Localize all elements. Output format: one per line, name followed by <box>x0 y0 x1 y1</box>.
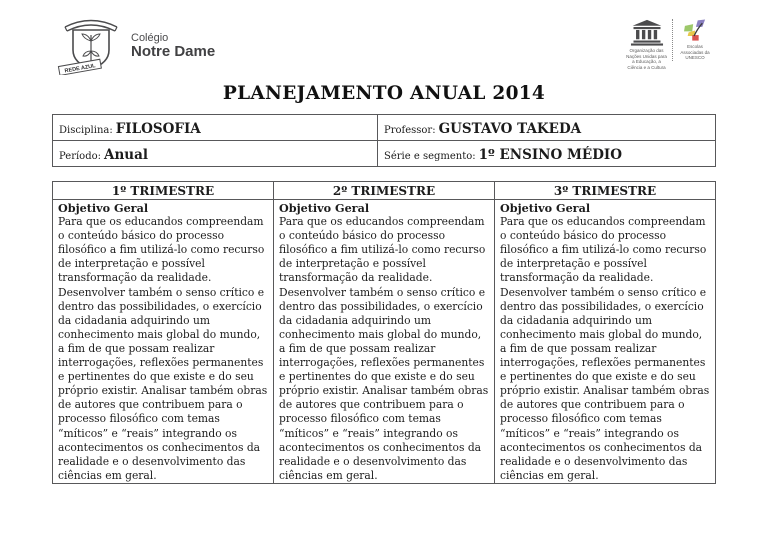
info-table <box>52 114 716 167</box>
colegio-label: Colégio <box>131 32 169 44</box>
periodo-cell <box>53 141 378 167</box>
unesco-schools-caption: Escolas Associadas da UNESCO <box>680 44 710 61</box>
professor-cell <box>378 115 716 141</box>
trimester-3-cell <box>495 200 716 484</box>
unesco-schools-logo <box>672 19 712 61</box>
planning-table <box>52 181 716 484</box>
serie-value: 1º ENSINO MÉDIO <box>478 147 622 163</box>
notre-dame-label: Notre Dame <box>131 43 216 60</box>
disciplina-label: Disciplina: <box>59 125 113 136</box>
unesco-logo <box>626 19 672 71</box>
professor-label: Professor: <box>384 125 436 136</box>
unesco-schools-icon <box>684 19 706 42</box>
notre-dame-crest-icon <box>55 11 127 75</box>
notre-dame-wordmark <box>131 32 215 60</box>
periodo-value: Anual <box>104 147 148 163</box>
trimester-2-header: 2º TRIMESTRE <box>274 182 495 200</box>
info-row-2 <box>53 141 716 167</box>
page-title: PLANEJAMENTO ANUAL 2014 <box>222 83 546 104</box>
trimester-1-cell <box>53 200 274 484</box>
serie-cell <box>378 141 716 167</box>
objetivo-geral-text-1: Para que os educandos compreendam o conteúdo básico do processo filosófico a fim utilizá-lo como recurso de interpretação e possível transformação da realidade. Desenvolver também o senso crítico e dentro das possibilidades, o exercício da cidadania adquirindo um conhecimento mais global do mundo, a fim de que possam realizar interrogações, reflexões permanentes e pertinentes do que existe e do seu próprio existir. Analisar também obras de autores que contribuem para o processo filosófico com temas “míticos” e “reais” integrando os acontecimentos os conhecimentos da realidade e o desenvolvimento das ciências em geral. <box>58 215 268 482</box>
disciplina-cell <box>53 115 378 141</box>
trimester-header-row <box>53 182 716 200</box>
objetivo-geral-title-1: Objetivo Geral <box>58 201 149 215</box>
trimester-2-cell <box>274 200 495 484</box>
objetivo-geral-title-3: Objetivo Geral <box>500 201 591 215</box>
trimester-1-header: 1º TRIMESTRE <box>53 182 274 200</box>
trimester-body-row <box>53 200 716 484</box>
info-row-1 <box>53 115 716 141</box>
trimester-3-header: 3º TRIMESTRE <box>495 182 716 200</box>
unesco-caption: Organização das Nações Unidas para a Educação, a Ciência e a Cultura <box>626 48 667 70</box>
objetivo-geral-text-3: Para que os educandos compreendam o conteúdo básico do processo filosófico a fim utilizá-lo como recurso de interpretação e possível transformação da realidade. Desenvolver também o senso crítico e dentro das possibilidades, o exercício da cidadania adquirindo um conhecimento mais global do mundo, a fim de que possam realizar interrogações, reflexões permanentes e pertinentes do que existe e do seu próprio existir. Analisar também obras de autores que contribuem para o processo filosófico com temas “míticos” e “reais” integrando os acontecimentos os conhecimentos da realidade e o desenvolvimento das ciências em geral. <box>500 215 710 482</box>
periodo-label: Período: <box>59 151 101 162</box>
objetivo-geral-title-2: Objetivo Geral <box>279 201 370 215</box>
notre-dame-logo <box>55 11 215 75</box>
objetivo-geral-text-2: Para que os educandos compreendam o conteúdo básico do processo filosófico a fim utilizá-lo como recurso de interpretação e possível transformação da realidade. Desenvolver também o senso crítico e dentro das possibilidades, o exercício da cidadania adquirindo um conhecimento mais global do mundo, a fim de que possam realizar interrogações, reflexões permanentes e pertinentes do que existe e do seu próprio existir. Analisar também obras de autores que contribuem para o processo filosófico com temas “míticos” e “reais” integrando os acontecimentos os conhecimentos da realidade e o desenvolvimento das ciências em geral. <box>279 215 489 482</box>
professor-value: GUSTAVO TAKEDA <box>438 121 582 137</box>
rede-azul-label: REDE AZUL <box>64 63 97 75</box>
serie-label: Série e segmento: <box>384 151 476 162</box>
unesco-logos <box>626 19 712 71</box>
unesco-temple-icon <box>630 19 664 46</box>
disciplina-value: FILOSOFIA <box>115 121 201 137</box>
